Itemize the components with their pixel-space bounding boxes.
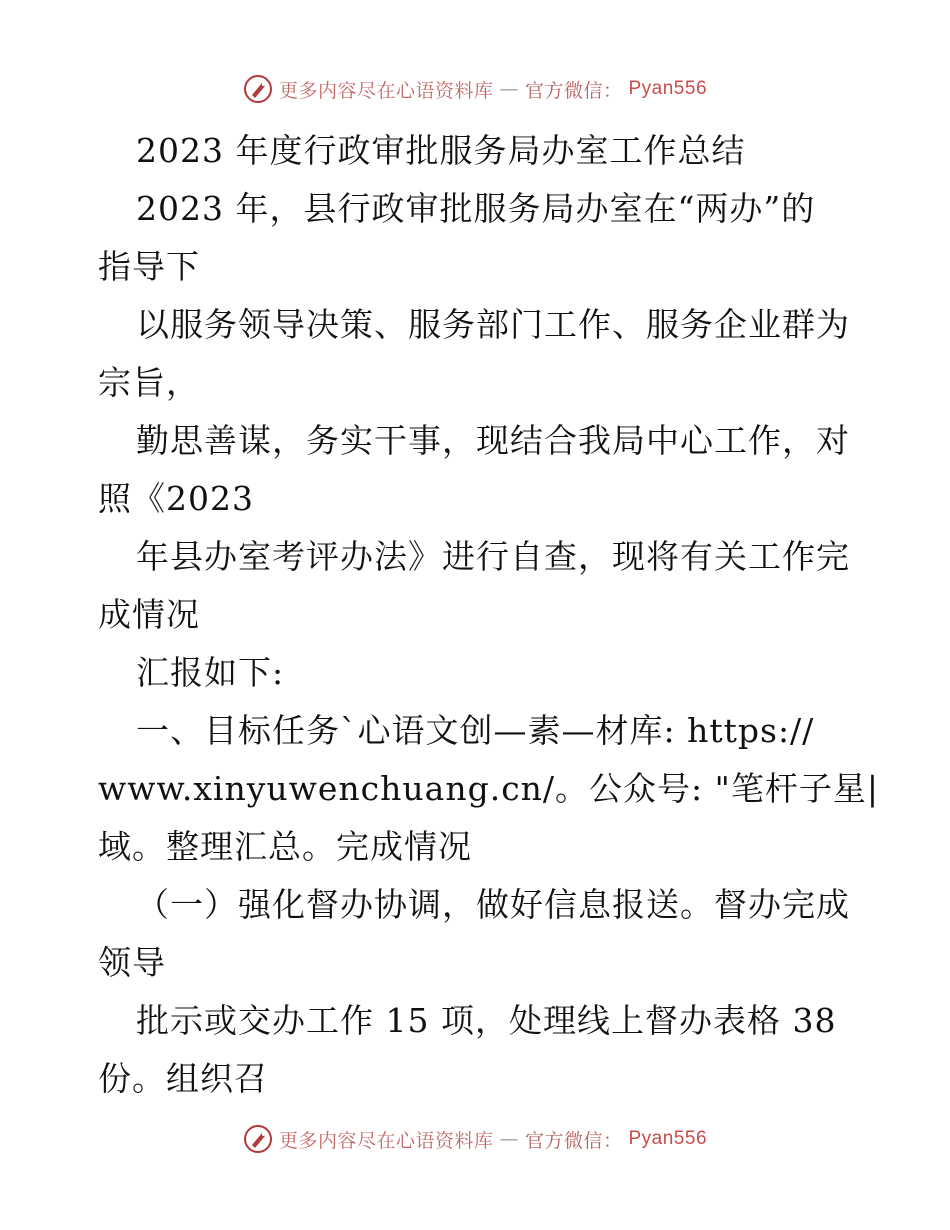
document-body [98, 122, 879, 1108]
watermark-text: 更多内容尽在心语资料库 [278, 79, 494, 102]
pen-nib-logo-icon [243, 74, 273, 104]
paragraph-line: 汇报如下: [136, 653, 285, 692]
paragraph-line: 2023 年，县行政审批服务局办室在“两办”的 [136, 189, 816, 228]
paragraph-line: 勤思善谋，务实干事，现结合我局中心工作，对 [136, 421, 850, 460]
document-title: 2023 年度行政审批服务局办室工作总结 [136, 131, 746, 170]
paragraph-line: 以服务领导决策、服务部门工作、服务企业群为 [136, 305, 850, 344]
paragraph-line: 成情况 [98, 595, 200, 634]
paragraph-line: 年县办室考评办法》进行自查，现将有关工作完 [136, 537, 850, 576]
paragraph-line: www.xinyuwenchuang.cn/。公众号: "笔杆子星| [98, 769, 879, 808]
watermark-label: 官方微信： [524, 1129, 623, 1152]
pen-nib-logo-icon [243, 1124, 273, 1154]
footer-watermark [0, 1124, 950, 1154]
subsection-heading: （一）强化督办协调，做好信息报送。督办完成 [136, 885, 850, 924]
paragraph-line: 批示或交办工作 15 项，处理线上督办表格 38 [136, 1001, 837, 1040]
paragraph-line: 指导下 [98, 247, 200, 286]
paragraph-line: 域。整理汇总。完成情况 [98, 827, 472, 866]
header-watermark [0, 74, 950, 104]
section-heading: 一、目标任务ˋ心语文创—素—材库: https:// [136, 711, 815, 750]
paragraph-line: 领导 [98, 943, 166, 982]
watermark-wechat-id: Pyan556 [628, 78, 708, 99]
paragraph-line: 照《2023 [98, 479, 254, 518]
paragraph-line: 宗旨， [98, 363, 200, 402]
watermark-text: 更多内容尽在心语资料库 [278, 1129, 494, 1152]
watermark-wechat-id: Pyan556 [628, 1128, 708, 1149]
watermark-separator: — [499, 78, 519, 100]
paragraph-line: 份。组织召 [98, 1059, 268, 1098]
watermark-label: 官方微信： [524, 79, 623, 102]
watermark-separator: — [499, 1128, 519, 1150]
